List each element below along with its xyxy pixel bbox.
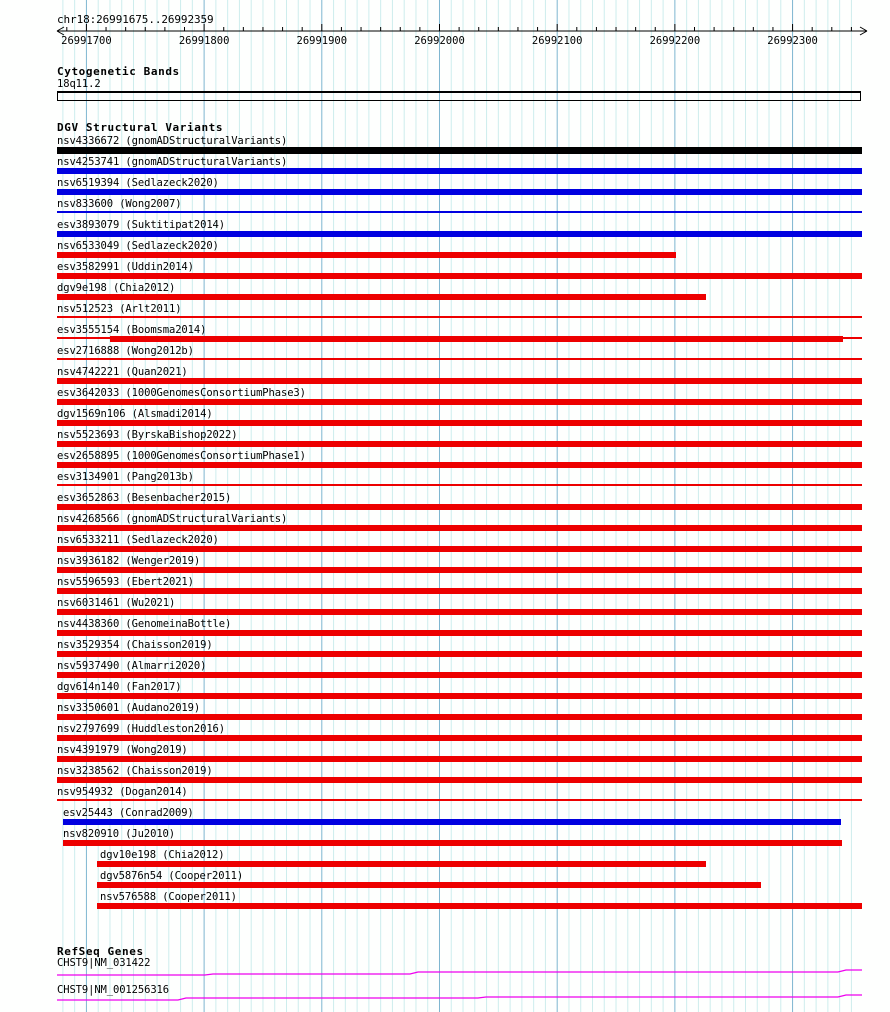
variant-label[interactable]: dgv5876n54 (Cooper2011) <box>100 870 244 882</box>
variant-bar[interactable] <box>57 484 862 486</box>
variant-label[interactable]: nsv5523693 (ByrskaBishop2022) <box>57 429 238 441</box>
dgv-structural-variants-title: DGV Structural Variants <box>57 121 224 134</box>
gene-label[interactable]: CHST9|NM_031422 <box>57 957 151 969</box>
variant-bar[interactable] <box>57 273 862 279</box>
variant-label[interactable]: esv3893079 (Suktitipat2014) <box>57 219 225 231</box>
variant-label[interactable]: dgv1569n106 (Alsmadi2014) <box>57 408 213 420</box>
variant-bar[interactable] <box>57 525 862 531</box>
variant-bar[interactable] <box>57 211 862 213</box>
variant-bar[interactable] <box>57 714 862 720</box>
variant-bar[interactable] <box>57 399 862 405</box>
variant-label[interactable]: esv2658895 (1000GenomesConsortiumPhase1) <box>57 450 306 462</box>
variant-label[interactable]: esv3582991 (Uddin2014) <box>57 261 194 273</box>
variant-bar[interactable] <box>97 861 706 867</box>
variant-bar[interactable] <box>57 756 862 762</box>
variant-label[interactable]: nsv6519394 (Sedlazeck2020) <box>57 177 219 189</box>
variant-label[interactable]: nsv4391979 (Wong2019) <box>57 744 188 756</box>
variant-bar[interactable] <box>57 358 862 360</box>
variant-label[interactable]: nsv4253741 (gnomADStructuralVariants) <box>57 156 288 168</box>
cytoband-label: 18q11.2 <box>57 78 101 90</box>
variant-label[interactable]: nsv4336672 (gnomADStructuralVariants) <box>57 135 288 147</box>
variant-bar[interactable] <box>57 441 862 447</box>
variant-bar[interactable] <box>57 378 862 384</box>
variant-bar[interactable] <box>57 546 862 552</box>
variant-label[interactable]: nsv4438360 (GenomeinaBottle) <box>57 618 232 630</box>
variant-label[interactable]: nsv3936182 (Wenger2019) <box>57 555 201 567</box>
gene-line[interactable] <box>57 970 862 975</box>
ruler-tick-label: 26991900 <box>296 35 348 47</box>
variant-label[interactable]: esv3642033 (1000GenomesConsortiumPhase3) <box>57 387 306 399</box>
variant-label[interactable]: nsv954932 (Dogan2014) <box>57 786 188 798</box>
variant-label[interactable]: esv2716888 (Wong2012b) <box>57 345 194 357</box>
variant-label[interactable]: esv3555154 (Boomsma2014) <box>57 324 207 336</box>
variant-label[interactable]: nsv2797699 (Huddleston2016) <box>57 723 225 735</box>
variant-bar[interactable] <box>57 462 862 468</box>
variant-label[interactable]: nsv4742221 (Quan2021) <box>57 366 188 378</box>
variant-bar[interactable] <box>57 799 862 801</box>
variant-bar[interactable] <box>57 231 862 237</box>
refseq-genes-title: RefSeq Genes <box>57 945 144 958</box>
ruler-tick-label: 26992100 <box>531 35 583 47</box>
variant-bar[interactable] <box>57 588 862 594</box>
variant-label[interactable]: esv25443 (Conrad2009) <box>63 807 194 819</box>
ruler-arrowhead <box>57 27 64 31</box>
variant-label[interactable]: nsv512523 (Arlt2011) <box>57 303 182 315</box>
variant-bar[interactable] <box>57 294 706 300</box>
variant-bar[interactable] <box>57 651 862 657</box>
variant-bar[interactable] <box>57 147 862 154</box>
ruler-tick-label: 26991700 <box>61 35 112 47</box>
variant-bar[interactable] <box>57 609 862 615</box>
cytoband[interactable] <box>57 91 861 101</box>
variant-bar[interactable] <box>57 630 862 636</box>
variant-label[interactable]: dgv9e198 (Chia2012) <box>57 282 176 294</box>
variant-label[interactable]: nsv5937490 (Almarri2020) <box>57 660 207 672</box>
variant-bar[interactable] <box>63 819 841 825</box>
variant-bar[interactable] <box>57 672 862 678</box>
variant-label[interactable]: esv3134901 (Pang2013b) <box>57 471 194 483</box>
variant-label[interactable]: nsv3350601 (Audano2019) <box>57 702 201 714</box>
variant-label[interactable]: nsv4268566 (gnomADStructuralVariants) <box>57 513 288 525</box>
variant-bar[interactable] <box>97 882 761 888</box>
variant-bar[interactable] <box>57 316 862 318</box>
variant-bar[interactable] <box>57 189 862 195</box>
ruler-arrowhead <box>860 27 867 31</box>
variant-bar[interactable] <box>57 777 862 783</box>
ruler-arrowhead <box>860 31 867 35</box>
variant-label[interactable]: nsv3238562 (Chaisson2019) <box>57 765 213 777</box>
variant-label[interactable]: esv3652863 (Besenbacher2015) <box>57 492 232 504</box>
ruler-tick-label: 26992200 <box>649 35 701 47</box>
region-header: chr18:26991675..26992359 <box>57 13 214 26</box>
variant-label[interactable]: nsv3529354 (Chaisson2019) <box>57 639 213 651</box>
variant-bar[interactable] <box>97 903 862 909</box>
variant-label[interactable]: nsv6533049 (Sedlazeck2020) <box>57 240 219 252</box>
variant-label[interactable]: nsv6031461 (Wu2021) <box>57 597 176 609</box>
variant-bar[interactable] <box>57 337 110 339</box>
variant-bar[interactable] <box>110 336 843 342</box>
variant-bar[interactable] <box>57 420 862 426</box>
variant-label[interactable]: dgv614n140 (Fan2017) <box>57 681 182 693</box>
variant-bar[interactable] <box>57 504 862 510</box>
gene-label[interactable]: CHST9|NM_001256316 <box>57 984 169 996</box>
variant-label[interactable]: nsv576588 (Cooper2011) <box>100 891 237 903</box>
ruler-tick-label: 26992000 <box>414 35 465 47</box>
variant-label[interactable]: nsv833600 (Wong2007) <box>57 198 182 210</box>
variant-label[interactable]: nsv6533211 (Sedlazeck2020) <box>57 534 219 546</box>
ruler-tick-label: 26991800 <box>178 35 230 47</box>
variant-bar[interactable] <box>843 337 862 339</box>
variant-bar[interactable] <box>63 840 842 846</box>
variant-bar[interactable] <box>57 168 862 174</box>
variant-bar[interactable] <box>57 735 862 741</box>
cytogenetic-bands-title: Cytogenetic Bands <box>57 65 180 78</box>
variant-label[interactable]: dgv10e198 (Chia2012) <box>100 849 225 861</box>
variant-label[interactable]: nsv820910 (Ju2010) <box>63 828 175 840</box>
variant-bar[interactable] <box>57 252 676 258</box>
variant-bar[interactable] <box>57 567 862 573</box>
variant-bar[interactable] <box>57 693 862 699</box>
variant-label[interactable]: nsv5596593 (Ebert2021) <box>57 576 194 588</box>
gene-line[interactable] <box>57 995 862 1000</box>
ruler-tick-label: 26992300 <box>767 35 818 47</box>
